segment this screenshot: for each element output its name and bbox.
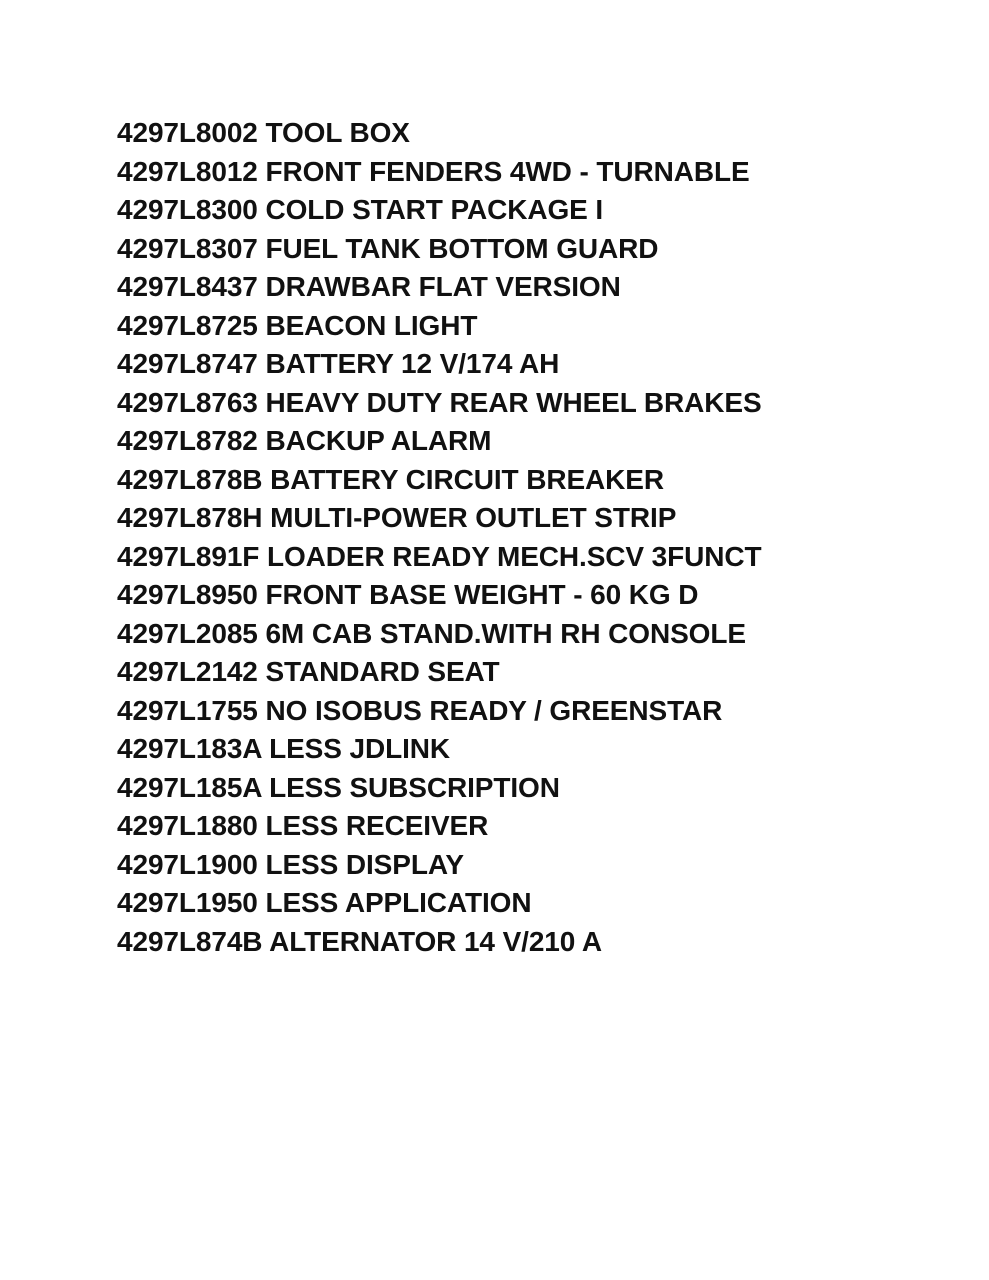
list-item: 4297L1755 NO ISOBUS READY / GREENSTAR xyxy=(117,694,723,726)
list-item: 4297L8747 BATTERY 12 V/174 AH xyxy=(117,348,560,379)
list-item: 4297L8002 TOOL BOX xyxy=(117,117,410,148)
list-item: 4297L1900 LESS DISPLAY xyxy=(117,848,464,880)
list-item: 4297L8950 FRONT BASE WEIGHT - 60 KG D xyxy=(117,579,699,610)
list-item: 4297L8437 DRAWBAR FLAT VERSION xyxy=(117,271,621,302)
list-item: 4297L878B BATTERY CIRCUIT BREAKER xyxy=(117,463,664,495)
list-item: 4297L2085 6M CAB STAND.WITH RH CONSOLE xyxy=(117,617,746,649)
list-item: 4297L874B ALTERNATOR 14 V/210 A xyxy=(117,925,603,957)
list-item: 4297L878H MULTI-POWER OUTLET STRIP xyxy=(117,502,677,533)
list-item: 4297L8012 FRONT FENDERS 4WD - TURNABLE xyxy=(117,155,750,187)
list-item: 4297L8300 COLD START PACKAGE I xyxy=(117,194,604,225)
list-item: 4297L8307 FUEL TANK BOTTOM GUARD xyxy=(117,232,659,264)
list-item: 4297L1950 LESS APPLICATION xyxy=(117,887,532,918)
list-item: 4297L8725 BEACON LIGHT xyxy=(117,309,478,341)
list-item: 4297L1880 LESS RECEIVER xyxy=(117,810,489,841)
list-item: 4297L891F LOADER READY MECH.SCV 3FUNCT xyxy=(117,540,762,572)
list-item: 4297L8763 HEAVY DUTY REAR WHEEL BRAKES xyxy=(117,386,762,418)
list-item: 4297L2142 STANDARD SEAT xyxy=(117,656,500,687)
option-code-list xyxy=(117,114,762,961)
list-item: 4297L185A LESS SUBSCRIPTION xyxy=(117,771,560,803)
list-item: 4297L183A LESS JDLINK xyxy=(117,733,450,764)
list-item: 4297L8782 BACKUP ALARM xyxy=(117,425,492,456)
